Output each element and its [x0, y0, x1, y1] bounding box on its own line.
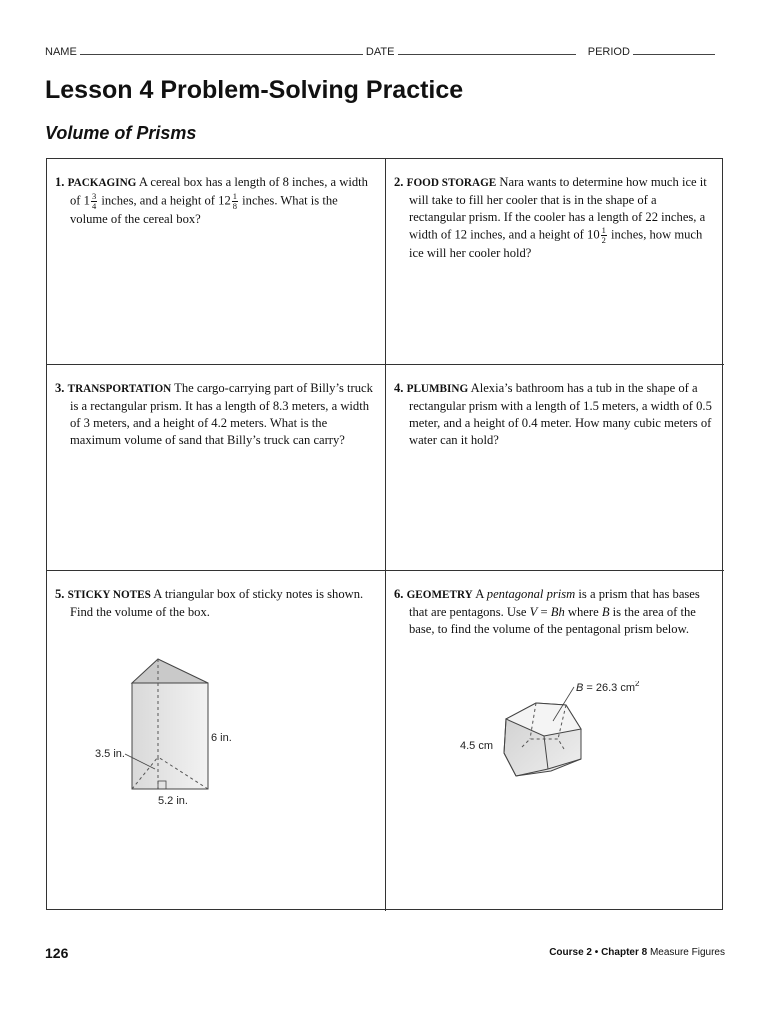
base-area-label [576, 681, 640, 694]
header-line [45, 44, 725, 58]
base-area-exponent: 2 [635, 681, 640, 688]
problem-1 [47, 159, 386, 365]
page-title: Lesson 4 Problem-Solving Practice [45, 76, 464, 104]
fraction-numerator: 1 [601, 225, 606, 235]
problem-5-topic: STICKY NOTES [67, 589, 151, 601]
problem-1-fraction-height [232, 192, 238, 211]
triangular-prism-figure [77, 649, 277, 809]
problem-4-topic: PLUMBING [406, 383, 469, 395]
base-label: 5.2 in. [158, 795, 188, 807]
fraction-denominator: 2 [601, 235, 606, 245]
problem-6-text-b: is a prism that has bases that are pentagons. Use [409, 587, 700, 619]
problem-6-number: 6. [394, 587, 404, 601]
problem-5 [47, 571, 386, 911]
problem-6-topic: GEOMETRY [406, 589, 473, 601]
fraction-denominator: 8 [232, 201, 237, 211]
course-name: Course 2 [549, 947, 592, 958]
chapter-title: Measure Figures [647, 947, 725, 958]
height-label: 4.5 cm [460, 740, 494, 752]
base-area-value: = 26.3 cm [583, 682, 636, 694]
fraction-numerator: 1 [232, 191, 237, 201]
problem-1-fraction-width [91, 192, 97, 211]
problem-3-number: 3. [55, 381, 65, 395]
problem-6 [386, 571, 724, 911]
name-blank[interactable] [80, 44, 363, 55]
problem-5-number: 5. [55, 587, 65, 601]
fraction-denominator: 4 [91, 201, 97, 211]
problem-6-text-d: is the area of the base, to find the volume of the pentagonal prism below. [409, 605, 696, 636]
fraction-numerator: 3 [91, 191, 97, 201]
date-label: DATE [365, 46, 395, 58]
name-label: NAME [45, 46, 77, 58]
problem-2-topic: FOOD STORAGE [406, 177, 497, 189]
problem-1-text-b: inches, and a height of 12 [98, 193, 231, 208]
problem-2-text-a: Nara wants to determine how much ice it will take to fill her cooler that is in the shape of a rectangular prism. If the cooler has a length of 22 inches, a width of 12 inches, and a height of 10 [409, 175, 707, 242]
problem-2 [386, 159, 724, 365]
base-area-variable: B [576, 682, 584, 694]
problem-6-text-c: where [564, 605, 602, 619]
problem-6-term: pentagonal prism [486, 587, 576, 601]
problem-1-text-a: A cereal box has a length of 8 inches, a width of 1 [70, 175, 368, 208]
problem-grid [46, 158, 723, 910]
triangle-height-label: 3.5 in. [95, 748, 125, 760]
bullet-separator: • [592, 947, 602, 958]
problem-2-fraction-height [601, 226, 607, 245]
course-info [549, 947, 725, 958]
problem-3-text: The cargo-carrying part of Billy’s truck is a rectangular prism. It has a length of 8.3 meters, a width of 3 meters, and a height of 4.2 meters. What is the maximum volume of sand that Billy’s truck can carry? [70, 381, 373, 447]
footer [45, 945, 725, 963]
problem-3 [47, 365, 386, 571]
page-subtitle: Volume of Prisms [45, 123, 197, 143]
formula-b: B [601, 605, 610, 619]
problem-2-number: 2. [394, 175, 404, 189]
problem-1-text-c: inches. What is the volume of the cereal box? [70, 193, 338, 226]
date-blank[interactable] [398, 44, 576, 55]
height-label: 6 in. [211, 732, 232, 744]
formula-bh: Bh [550, 605, 565, 619]
problem-3-topic: TRANSPORTATION [67, 383, 172, 395]
problem-2-text-b: inches, how much ice will her cooler hold? [409, 227, 703, 260]
problem-1-topic: PACKAGING [67, 177, 137, 189]
problem-5-text: A triangular box of sticky notes is shown. Find the volume of the box. [70, 587, 364, 619]
formula-equals: = [537, 605, 551, 619]
pentagonal-prism-figure [456, 681, 716, 821]
formula-v: V [529, 605, 538, 619]
problem-1-number: 1. [55, 175, 65, 189]
prism-front-face [132, 683, 208, 789]
period-blank[interactable] [633, 44, 715, 55]
chapter-name: Chapter 8 [601, 947, 648, 958]
problem-4 [386, 365, 724, 571]
problem-6-text-a: A [475, 587, 487, 601]
problem-4-number: 4. [394, 381, 404, 395]
period-label: PERIOD [587, 46, 630, 58]
problem-4-text: Alexia’s bathroom has a tub in the shape of a rectangular prism with a length of 1.5 meters, a width of 0.5 meter, and a height of 0.4 meter. How many cubic meters of water can it hold? [409, 381, 712, 447]
prism-top-face [132, 659, 208, 683]
page-number: 126 [45, 945, 69, 961]
